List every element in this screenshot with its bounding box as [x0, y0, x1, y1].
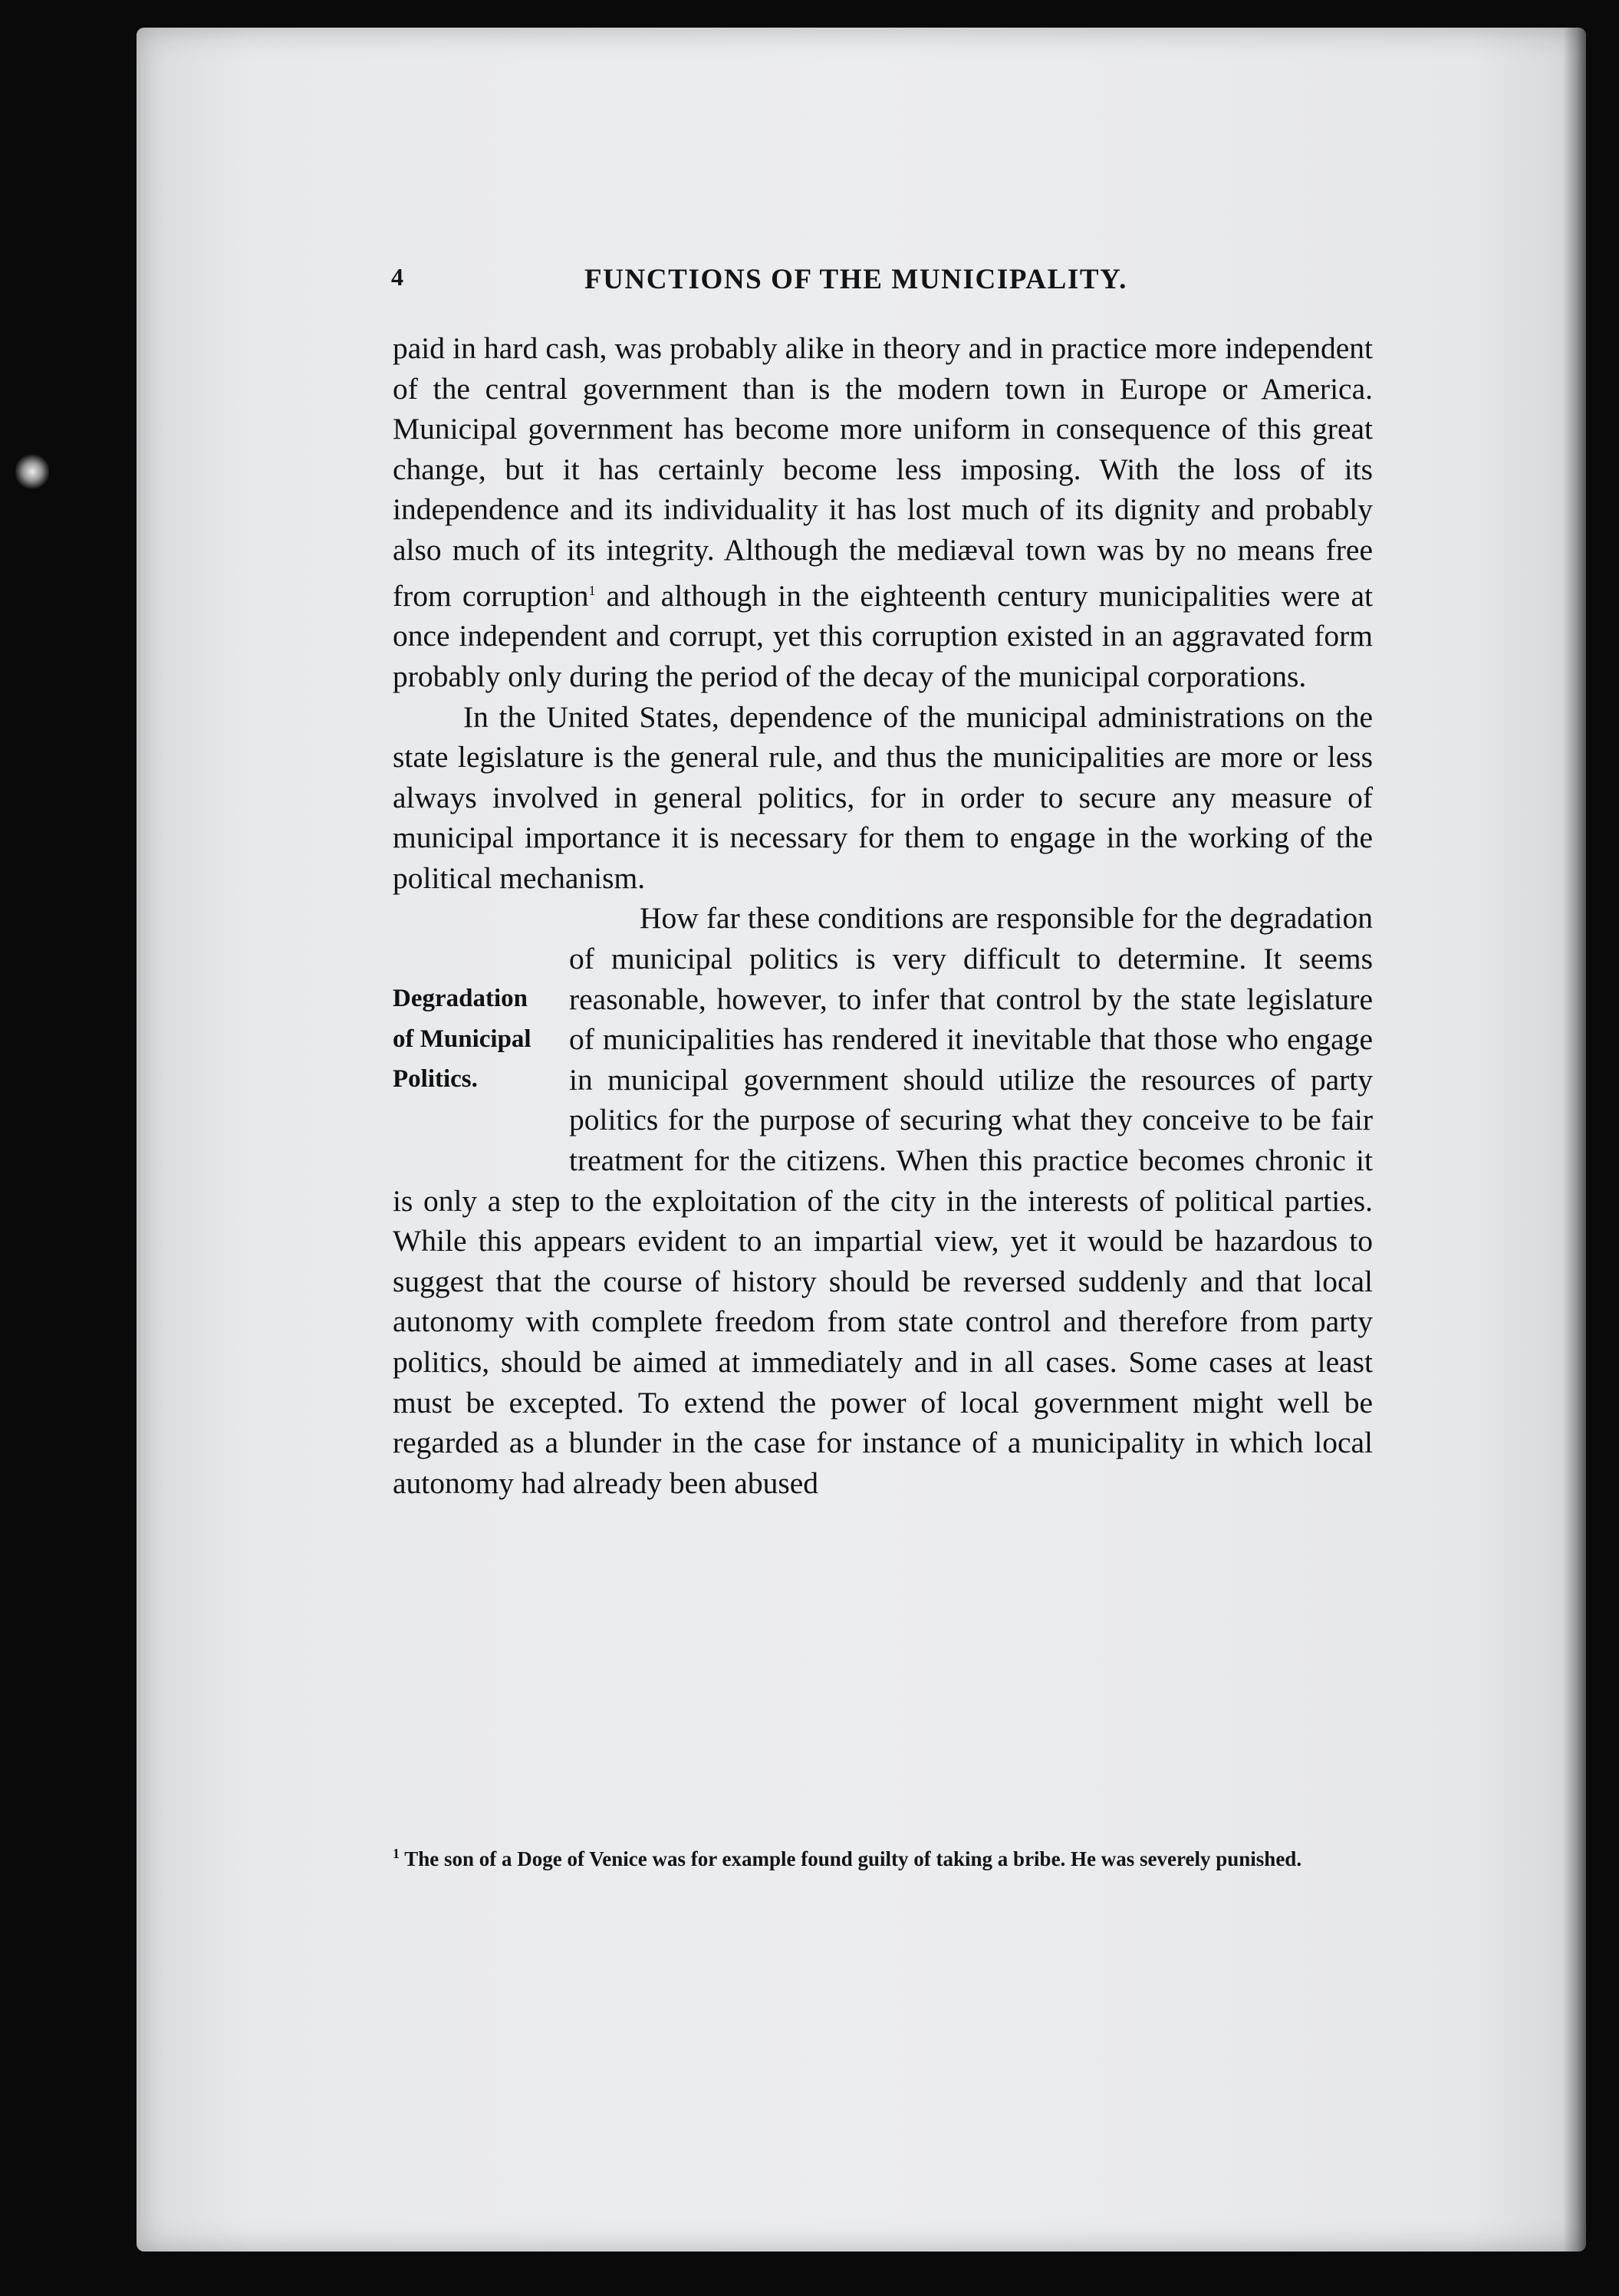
running-title: FUNCTIONS OF THE MUNICIPALITY. [584, 264, 1127, 295]
paragraph-2: In the United States, dependence of the municipal administrations on the state legislature is the general rule, and thus the municipalities are more or less always involved in general politics, for in order to secure any measure of municipal importance it is necessary for them to engage in the working of the political mechanism. [393, 699, 1373, 895]
page-number: 4 [391, 263, 403, 291]
body-text [393, 328, 1373, 1503]
sidenote-line-2: of Municipal [393, 1025, 531, 1053]
running-head [391, 263, 1380, 301]
sidenote-line-1: Degradation [393, 985, 528, 1013]
page-edge-shadow [1563, 28, 1586, 2252]
marginal-sidenote [322, 939, 569, 1180]
sidenote-line-3: Politics. [393, 1065, 478, 1094]
paragraph-3 [393, 898, 1373, 1503]
scan-smudge [15, 452, 49, 491]
paragraph-1 [393, 328, 1373, 697]
footnote [393, 1840, 1367, 1872]
footnote-text: The son of a Doge of Venice was for example found guilty of taking a bribe. He was severely punished. [400, 1847, 1302, 1870]
paragraph-1-continued: and although in the eighteenth century municipalities were at once independent and corrupt, yet this corruption existed in an aggravated form probably only during the period of the decay of the municipal corporations. [393, 578, 1373, 693]
footnote-reference: 1 [588, 582, 596, 598]
paragraph-1-text: paid in hard cash, was probably alike in theory and in practice more independent of the central government than is the modern town in Europe or America. Municipal government has become more uniform in consequence of this great change, but it has certainly become less imposing. With the loss of its independence and its individuality it has lost much of its dignity and probably also much of its integrity. Although the mediæval town was by no means free from corruption [393, 331, 1373, 613]
paragraph-3-text: How far these conditions are responsible for the degradation of municipal politics is very difficult to determine. It seems reasonable, however, to infer that control by the state legislature of municipalities has rendered it inevitable that those who engage in municipal government should utilize the resources of party politics for the purpose of securing what they conceive to be fair treatment for the citizens. When this practice becomes chronic it is only a step to the exploitation of the city in the interests of political parties. While this appears evident to an impartial view, yet it would be hazardous to suggest that the course of history should be reversed suddenly and that local autonomy with complete freedom from state control and therefore from party politics, should be aimed at immediately and in all cases. Some cases at least must be excepted. To extend the power of local government might well be regarded as a blunder in the case for instance of a municipality in which local autonomy had already been abused [393, 901, 1373, 1500]
footnote-mark: 1 [393, 1846, 400, 1861]
